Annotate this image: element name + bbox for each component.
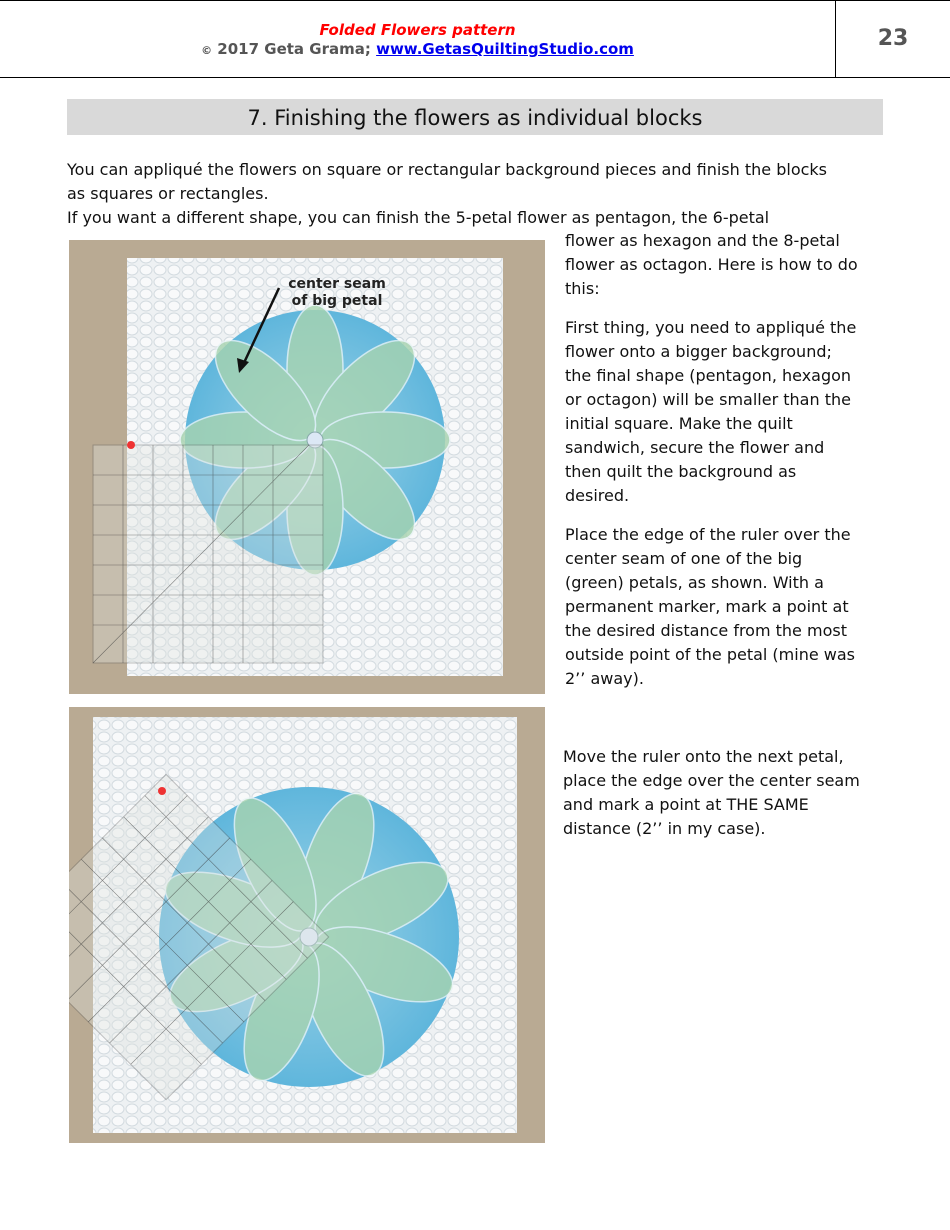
text-line: First thing, you need to appliqué the xyxy=(565,318,857,337)
text-line: flower as hexagon and the 8-petal xyxy=(565,231,840,250)
text-line: center seam of one of the big xyxy=(565,549,803,568)
header-copyright xyxy=(0,40,835,58)
text-line: distance (2’’ in my case). xyxy=(563,819,766,838)
text-line: outside point of the petal (mine was xyxy=(565,645,855,664)
right-paragraph-1 xyxy=(565,229,895,301)
right-paragraph-3 xyxy=(565,523,895,691)
text-line: the final shape (pentagon, hexagon xyxy=(565,366,852,385)
right-paragraph-4 xyxy=(563,745,893,841)
intro-line: If you want a different shape, you can finish the 5-petal flower as pentagon, the 6-petal xyxy=(67,208,770,227)
text-line: 2’’ away). xyxy=(565,669,644,688)
text-line: desired. xyxy=(565,486,630,505)
right-paragraph-2 xyxy=(565,316,895,508)
photo-ruler-first-petal xyxy=(69,240,545,694)
header-title: Folded Flowers pattern xyxy=(319,21,516,39)
section-title: 7. Finishing the flowers as individual blocks xyxy=(67,99,883,135)
header-bottom-border xyxy=(0,77,950,78)
header-top-border xyxy=(0,0,950,1)
text-line: Place the edge of the ruler over the xyxy=(565,525,851,544)
page-number: 23 xyxy=(877,26,909,51)
text-line: sandwich, secure the flower and xyxy=(565,438,825,457)
intro-paragraph xyxy=(67,158,897,230)
text-line: then quilt the background as xyxy=(565,462,797,481)
annotation-center-seam: center seam xyxy=(288,276,386,292)
intro-line: You can appliqué the flowers on square or rectangular background pieces and finish the blocks xyxy=(67,160,827,179)
text-line: permanent marker, mark a point at xyxy=(565,597,849,616)
text-line: or octagon) will be smaller than the xyxy=(565,390,851,409)
website-link[interactable]: www.GetasQuiltingStudio.com xyxy=(376,40,634,58)
text-line: the desired distance from the most xyxy=(565,621,847,640)
photo-ruler-next-petal xyxy=(69,707,545,1143)
copyright-text: 2017 Geta Grama; xyxy=(217,40,371,58)
text-line: (green) petals, as shown. With a xyxy=(565,573,824,592)
copyright-symbol: © xyxy=(201,44,213,57)
text-line: place the edge over the center seam xyxy=(563,771,860,790)
text-line: flower as octagon. Here is how to do xyxy=(565,255,858,274)
text-line: and mark a point at THE SAME xyxy=(563,795,809,814)
intro-line: as squares or rectangles. xyxy=(67,184,269,203)
text-line: flower onto a bigger background; xyxy=(565,342,832,361)
text-line: Move the ruler onto the next petal, xyxy=(563,747,844,766)
text-line: this: xyxy=(565,279,600,298)
annotation-big-petal: of big petal xyxy=(291,293,383,309)
text-line: initial square. Make the quilt xyxy=(565,414,793,433)
